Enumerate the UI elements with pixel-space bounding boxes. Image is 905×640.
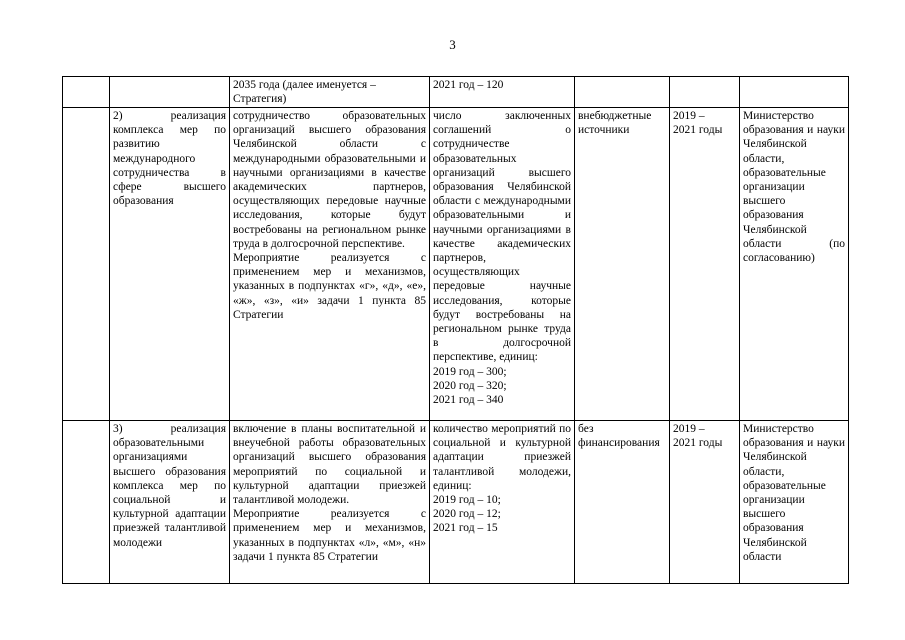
table-row xyxy=(63,77,849,108)
content-cell: 2035 года (далее именуется – Стратегия) xyxy=(230,77,430,108)
source-cell: без финансирования xyxy=(575,421,670,584)
number-cell xyxy=(63,77,110,108)
responsible-cell xyxy=(740,77,849,108)
number-cell xyxy=(63,421,110,584)
indicator-cell: число заключенных соглашений о сотрудничестве образовательных организаций высшего образования Челябинской области с международными образовательными и научными организациями в качестве академических партнеров, осуществляющих передовые научные исследования, которые будут востребованы на региональном рынке труда в долгосрочной перспективе, единиц: 2019 год – 300; 2020 год – 320; 2021 год – 340 xyxy=(430,108,575,421)
number-cell xyxy=(63,108,110,421)
source-cell xyxy=(575,77,670,108)
term-cell: 2019 – 2021 годы xyxy=(670,421,740,584)
source-cell: внебюджетные источники xyxy=(575,108,670,421)
measure-cell xyxy=(110,77,230,108)
measure-cell: 2) реализация комплекса мер по развитию международного сотрудничества в сфере высшего образования xyxy=(110,108,230,421)
table-row xyxy=(63,108,849,421)
content-cell: сотрудничество образовательных организаций высшего образования Челябинской области с международными образовательными и научными организациями в качестве академических партнеров, осуществляющих передовые научные исследования, которые будут востребованы на региональном рынке труда в долгосрочной перспективе. Мероприятие реализуется с применением мер и механизмов, указанных в подпунктах «г», «д», «е», «ж», «з», «и» задачи 1 пункта 85 Стратегии xyxy=(230,108,430,421)
page-number: 3 xyxy=(449,37,456,52)
indicator-cell: 2021 год – 120 xyxy=(430,77,575,108)
responsible-cell: Министерство образования и науки Челябинской области, образовательные организации высшего образования Челябинской области (по согласованию) xyxy=(740,108,849,421)
activities-table xyxy=(62,76,849,584)
responsible-cell: Министерство образования и науки Челябинской области, образовательные организации высшего образования Челябинской области xyxy=(740,421,849,584)
table-row xyxy=(63,421,849,584)
indicator-cell: количество мероприятий по социальной и культурной адаптации приезжей талантливой молодежи, единиц: 2019 год – 10; 2020 год – 12; 2021 год – 15 xyxy=(430,421,575,584)
term-cell xyxy=(670,77,740,108)
term-cell: 2019 – 2021 годы xyxy=(670,108,740,421)
measure-cell: 3) реализация образовательными организациями высшего образования комплекса мер по социальной и культурной адаптации приезжей талантливой молодежи xyxy=(110,421,230,584)
content-cell: включение в планы воспитательной и внеучебной работы образовательных организаций высшего образования мероприятий по социальной и культурной адаптации приезжей талантливой молодежи. Мероприятие реализуется с применением мер и механизмов, указанных в подпунктах «л», «м», «н» задачи 1 пункта 85 Стратегии xyxy=(230,421,430,584)
